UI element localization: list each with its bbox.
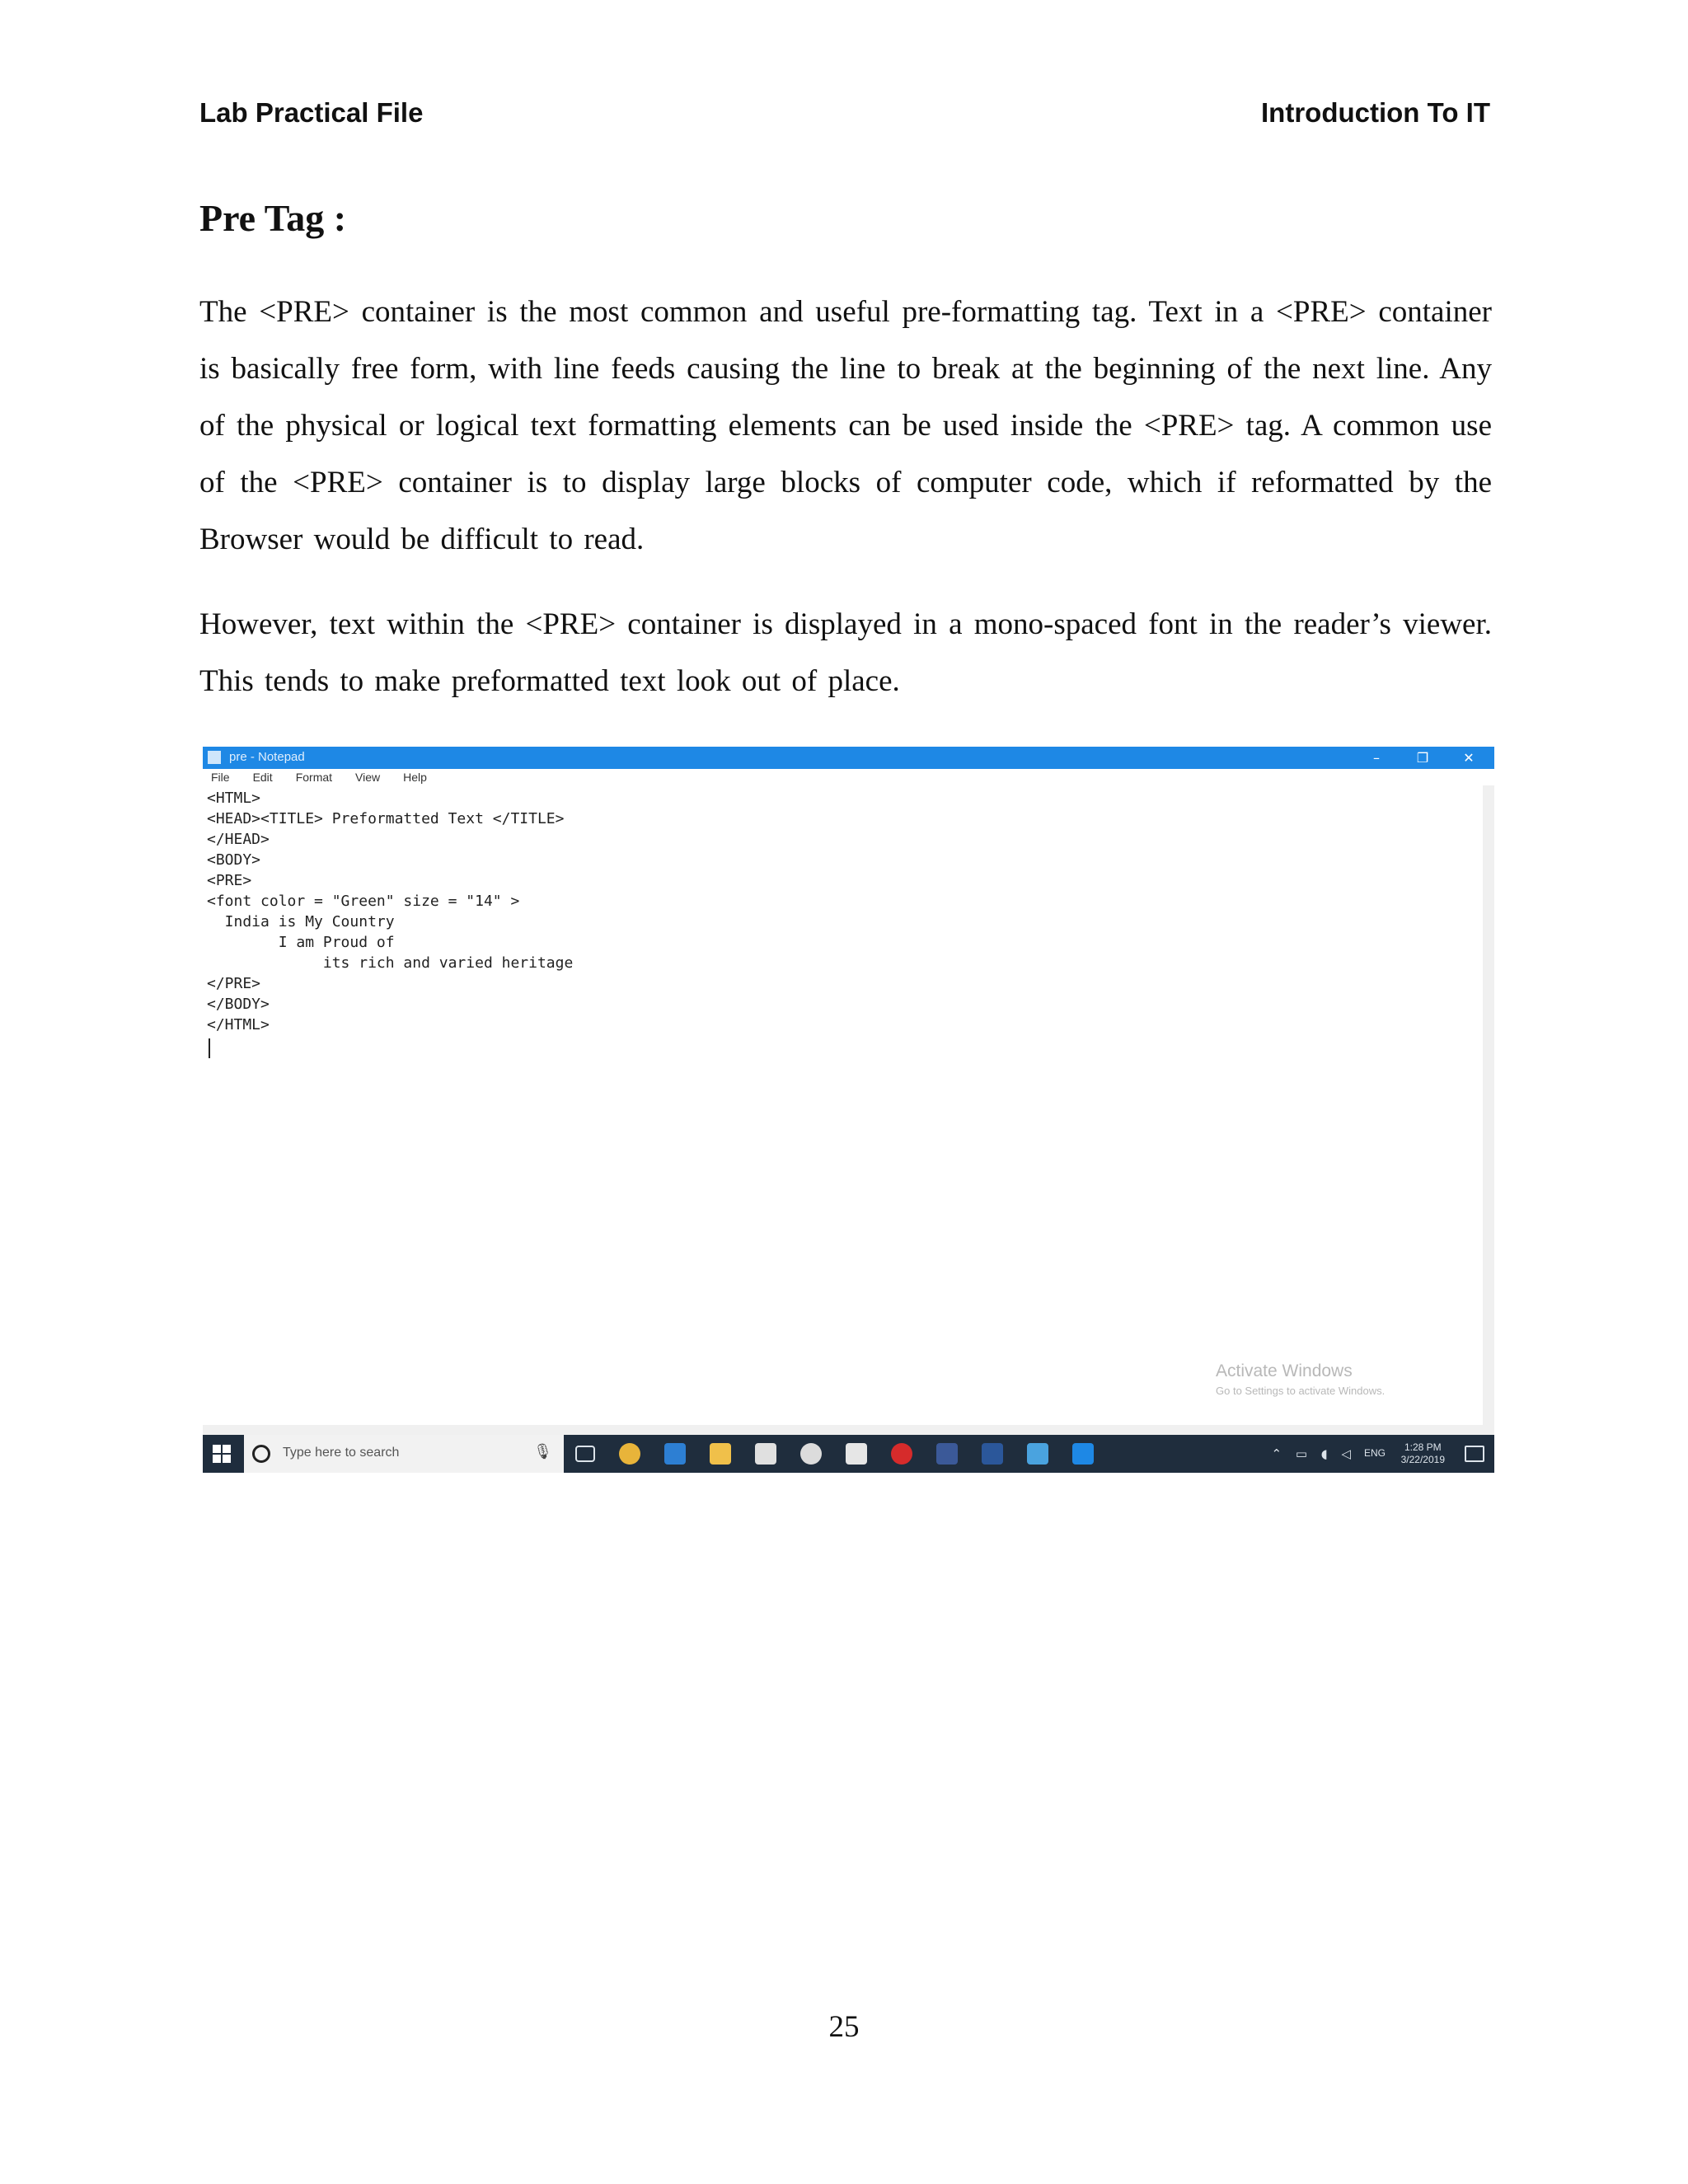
app-icon[interactable] [664, 1443, 686, 1465]
menu-format[interactable]: Format [295, 771, 333, 784]
media-icon[interactable] [800, 1443, 822, 1465]
file-explorer-icon[interactable] [710, 1443, 731, 1465]
taskbar-search-box[interactable] [244, 1435, 564, 1473]
notepad-code-text[interactable]: <HTML> <HEAD><TITLE> Preformatted Text </TITLE> </HEAD> <BODY> <PRE> <font color = "Green" size = "14" > India is My Country I am Proud of its rich and varied heritage </PRE> </BODY> </HTML> [207, 790, 574, 1033]
clock-date: 3/22/2019 [1400, 1454, 1445, 1465]
windows-start-icon[interactable] [213, 1445, 231, 1463]
text-caret [209, 1038, 210, 1058]
notepad-menu-bar [203, 769, 1494, 785]
task-view-icon[interactable] [575, 1446, 595, 1462]
taskbar [203, 1435, 1494, 1473]
notepad-app-icon [208, 751, 221, 764]
paragraph-2: However, text within the <PRE> container is displayed in a mono-spaced font in the reader’s viewer. This tends to make preformatted text look out of place. [199, 607, 1492, 698]
cortana-icon [252, 1445, 270, 1463]
system-tray-icons[interactable]: ⌃ ▭ ◖ ◁ [1271, 1446, 1356, 1461]
page-number: 25 [828, 2010, 860, 2044]
vertical-scrollbar[interactable] [1483, 785, 1494, 1445]
opera-icon[interactable] [891, 1443, 912, 1465]
watermark-subtitle: Go to Settings to activate Windows. [1216, 1385, 1386, 1397]
word-icon[interactable] [982, 1443, 1003, 1465]
taskbar-apps [575, 1435, 1118, 1473]
language-indicator[interactable]: ENG [1363, 1447, 1386, 1459]
notification-center-icon[interactable] [1465, 1446, 1484, 1462]
watermark-title: Activate Windows [1216, 1361, 1353, 1380]
edge-icon[interactable] [1072, 1443, 1094, 1465]
mail-icon[interactable] [846, 1443, 867, 1465]
facebook-icon[interactable] [936, 1443, 958, 1465]
header-left-title: Lab Practical File [199, 97, 424, 128]
horizontal-scrollbar[interactable] [203, 1425, 1494, 1435]
menu-help[interactable]: Help [403, 771, 427, 784]
maximize-icon[interactable]: ❐ [1416, 750, 1429, 766]
menu-file[interactable]: File [211, 771, 230, 784]
header-right-title: Introduction To IT [1261, 97, 1490, 128]
search-placeholder: Type here to search [283, 1446, 400, 1460]
paragraph-1: The <PRE> container is the most common and useful pre-formatting tag. Text in a <PRE> container is basically free form, with line feeds causing the line to break at the beginning of the next line. Any of the physical or logical text formatting elements can be used inside the <PRE> tag. A common use of the <PRE> container is to display large blocks of computer code, which if reformatted by the Browser would be difficult to read. [199, 295, 1492, 556]
close-icon[interactable]: ✕ [1463, 750, 1475, 766]
store-icon[interactable] [755, 1443, 776, 1465]
notepad-window-title: pre - Notepad [229, 750, 305, 764]
chrome-icon[interactable] [619, 1443, 640, 1465]
notepad-icon[interactable] [1027, 1443, 1048, 1465]
notepad-screenshot [203, 747, 1494, 1473]
clock-time: 1:28 PM [1404, 1441, 1442, 1453]
menu-view[interactable]: View [355, 771, 381, 784]
section-heading: Pre Tag : [199, 197, 347, 239]
notepad-title-bar [203, 747, 1494, 769]
minimize-icon[interactable]: – [1373, 750, 1380, 766]
tray-clock[interactable] [1363, 1441, 1445, 1466]
menu-edit[interactable]: Edit [252, 771, 273, 784]
microphone-icon[interactable]: 🎙 [533, 1443, 552, 1460]
activate-windows-watermark [1216, 1361, 1385, 1397]
